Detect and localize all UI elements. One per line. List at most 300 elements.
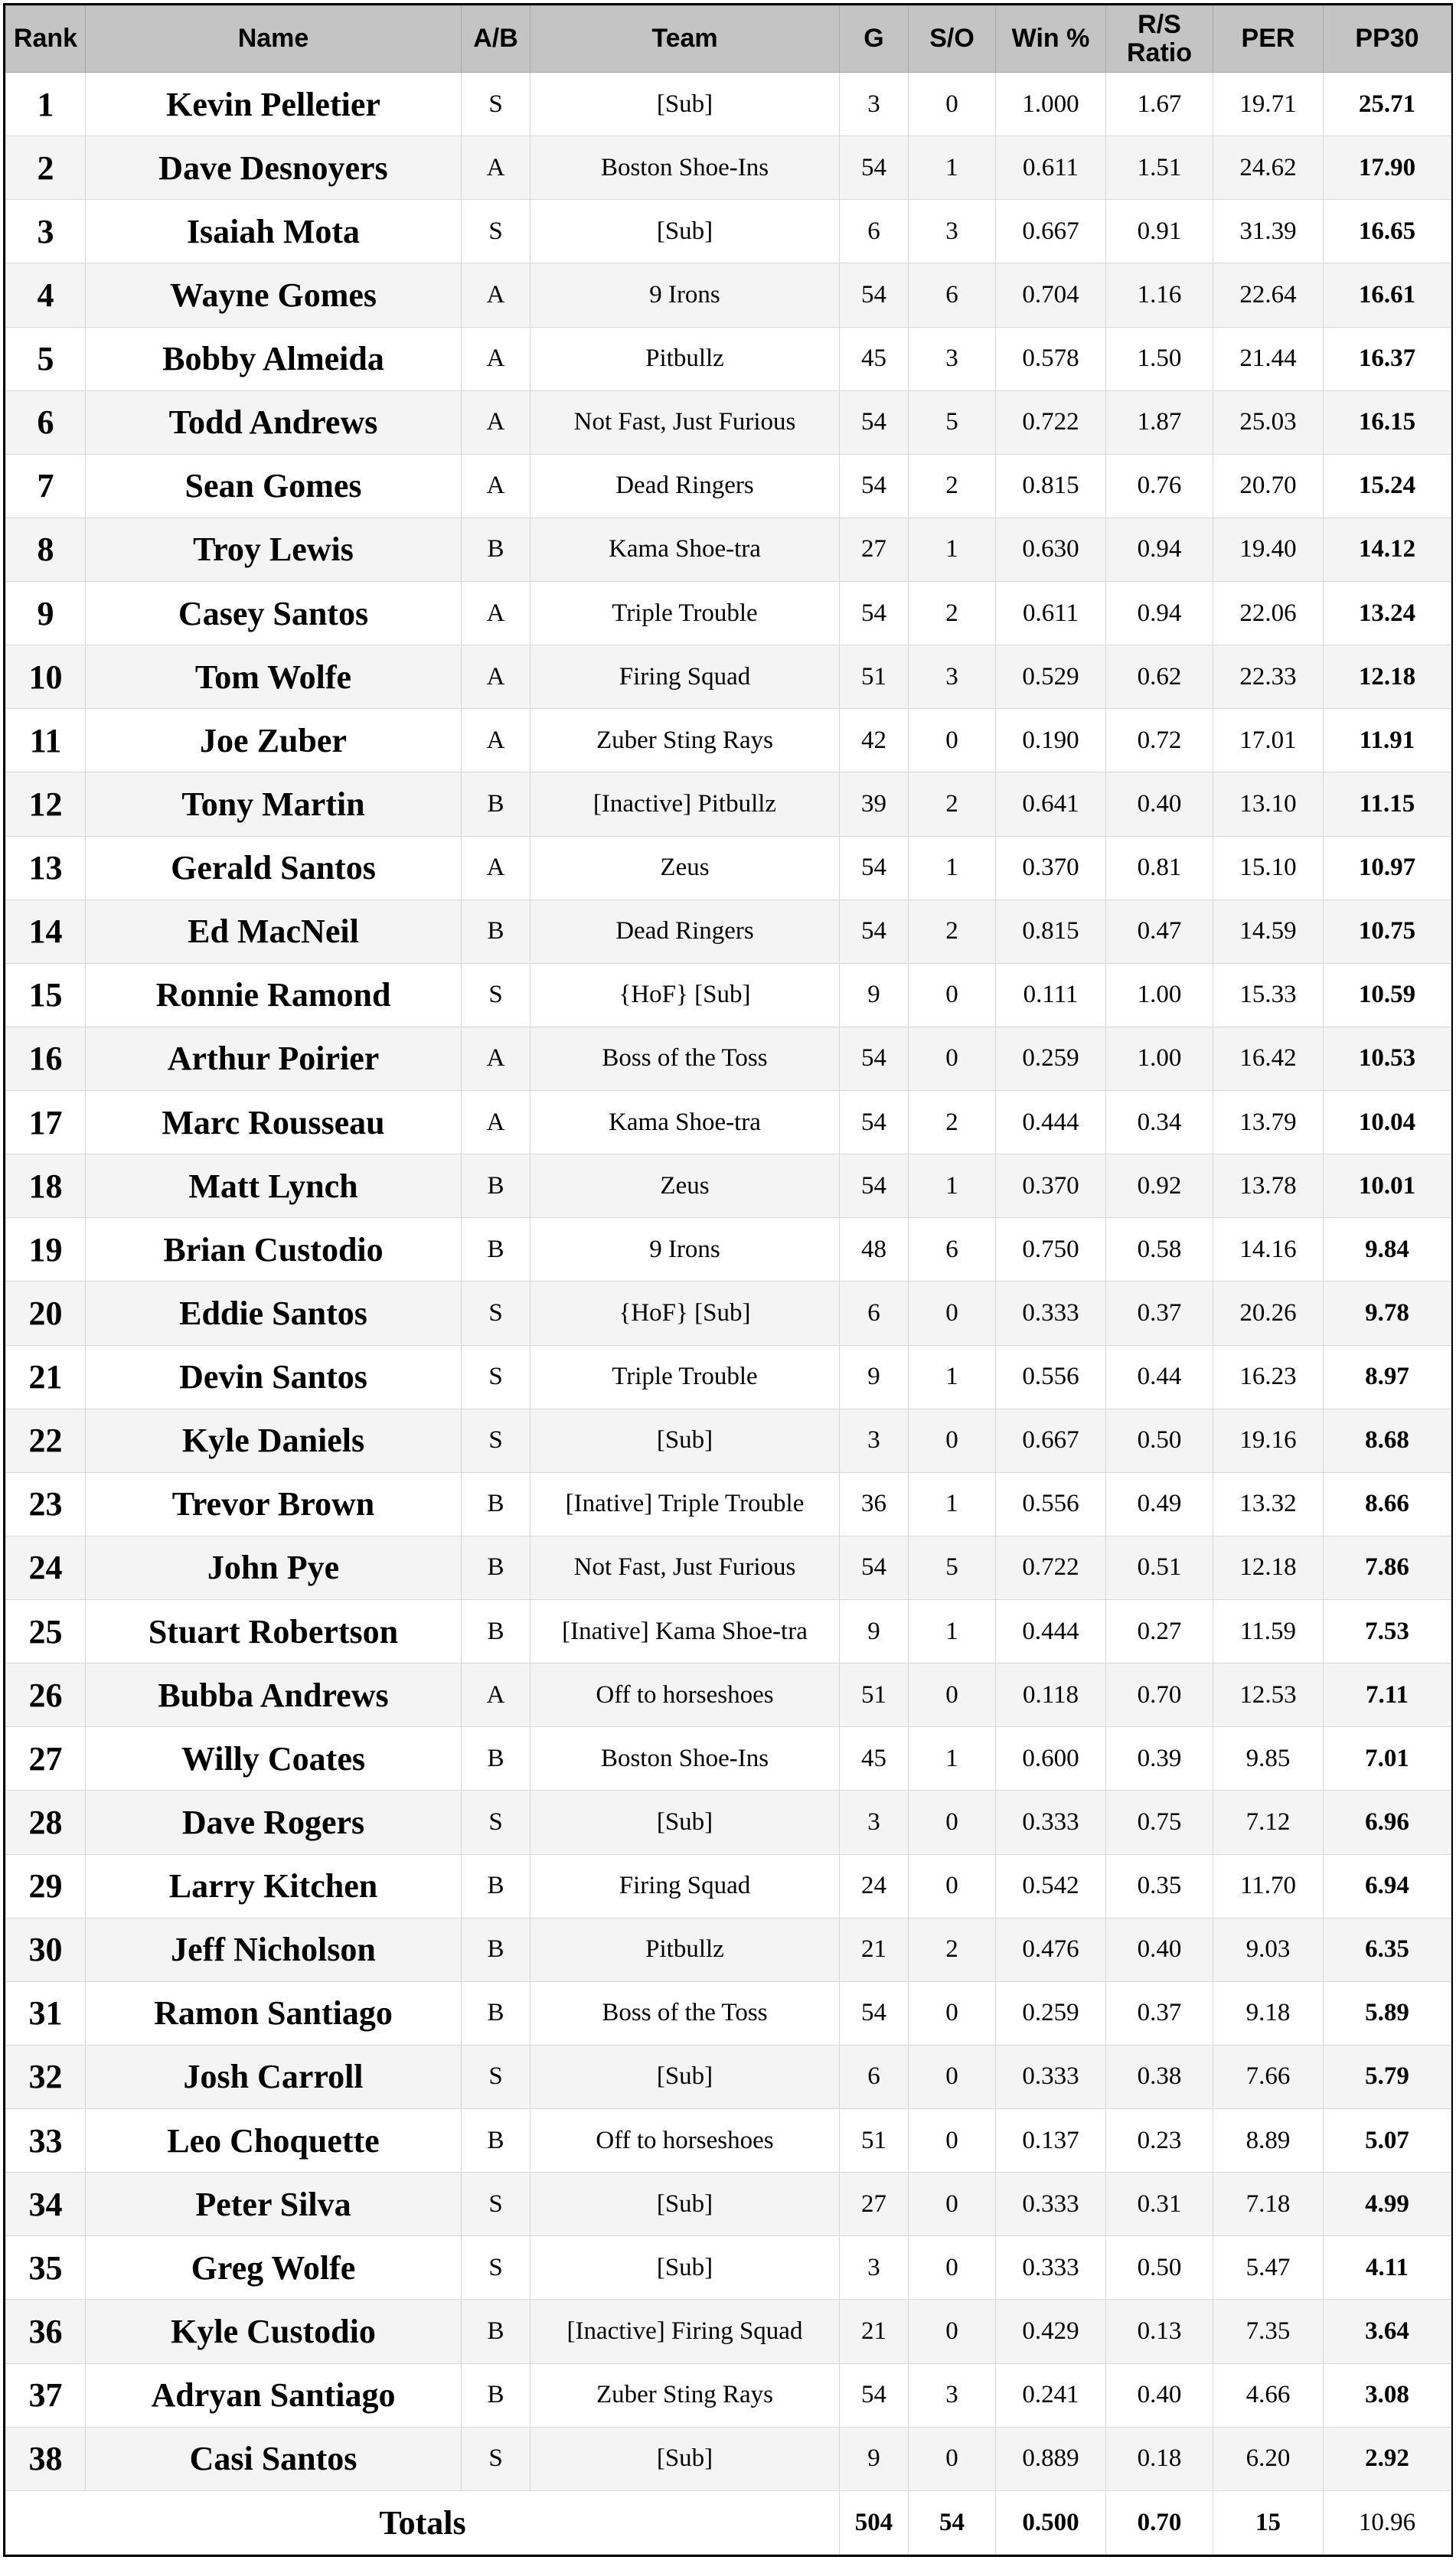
table-row[interactable]: [6, 1600, 1451, 1664]
table-row[interactable]: [6, 390, 1451, 454]
rs-ratio-cell: 0.75: [1106, 1791, 1213, 1854]
shutouts-cell: 3: [909, 645, 996, 709]
table-row[interactable]: [6, 1409, 1451, 1472]
table-row[interactable]: [6, 2427, 1451, 2490]
player-name-cell: Casey Santos: [86, 582, 462, 645]
pp30-cell: 8.68: [1324, 1409, 1451, 1472]
table-row[interactable]: [6, 582, 1451, 645]
games-cell: 54: [840, 836, 909, 900]
ab-cell: B: [462, 1854, 530, 1918]
pp30-cell: 9.78: [1324, 1282, 1451, 1345]
win-pct-cell: 0.370: [996, 1154, 1106, 1218]
per-cell: 13.32: [1213, 1472, 1324, 1536]
shutouts-cell: 0: [909, 2045, 996, 2108]
win-pct-cell: 0.259: [996, 1027, 1106, 1090]
games-cell: 54: [840, 1981, 909, 2045]
pp30-cell: 7.01: [1324, 1727, 1451, 1791]
win-pct-cell: 0.429: [996, 2300, 1106, 2363]
table-row[interactable]: [6, 2363, 1451, 2427]
rank-cell: 37: [6, 2363, 86, 2427]
rank-cell: 28: [6, 1791, 86, 1854]
ab-cell: B: [462, 1918, 530, 1981]
player-name-cell: Joe Zuber: [86, 709, 462, 772]
totals-shutouts: 54: [909, 2491, 996, 2555]
rank-cell: 12: [6, 772, 86, 836]
pp30-cell: 7.11: [1324, 1664, 1451, 1727]
ab-cell: S: [462, 2173, 530, 2236]
table-row[interactable]: [6, 2173, 1451, 2236]
rank-cell: 2: [6, 136, 86, 200]
table-row[interactable]: [6, 772, 1451, 836]
team-cell: Dead Ringers: [530, 454, 840, 518]
per-cell: 9.18: [1213, 1981, 1324, 2045]
win-pct-cell: 0.476: [996, 1918, 1106, 1981]
shutouts-cell: 0: [909, 1027, 996, 1090]
team-cell: Boss of the Toss: [530, 1027, 840, 1090]
player-name-cell: Trevor Brown: [86, 1472, 462, 1536]
pp30-cell: 6.96: [1324, 1791, 1451, 1854]
shutouts-cell: 0: [909, 1791, 996, 1854]
pp30-cell: 16.61: [1324, 263, 1451, 327]
win-pct-cell: 0.333: [996, 2045, 1106, 2108]
ab-cell: A: [462, 327, 530, 390]
per-cell: 7.18: [1213, 2173, 1324, 2236]
games-cell: 9: [840, 1600, 909, 1664]
pp30-cell: 8.97: [1324, 1345, 1451, 1409]
shutouts-cell: 2: [909, 582, 996, 645]
per-cell: 19.40: [1213, 518, 1324, 581]
per-cell: 14.16: [1213, 1218, 1324, 1282]
per-cell: 17.01: [1213, 709, 1324, 772]
games-cell: 54: [840, 136, 909, 200]
rs-ratio-cell: 0.94: [1106, 582, 1213, 645]
team-cell: [Sub]: [530, 2173, 840, 2236]
per-cell: 22.33: [1213, 645, 1324, 709]
pp30-cell: 6.94: [1324, 1854, 1451, 1918]
player-name-cell: Ronnie Ramond: [86, 963, 462, 1027]
table-row[interactable]: [6, 1918, 1451, 1981]
player-name-cell: John Pye: [86, 1536, 462, 1599]
rs-ratio-cell: 0.34: [1106, 1091, 1213, 1154]
shutouts-cell: 1: [909, 1154, 996, 1218]
games-cell: 54: [840, 1091, 909, 1154]
games-cell: 42: [840, 709, 909, 772]
header-rs-line1: R/S: [1138, 9, 1181, 39]
ab-cell: S: [462, 963, 530, 1027]
win-pct-cell: 0.815: [996, 454, 1106, 518]
team-cell: [Sub]: [530, 2045, 840, 2108]
per-cell: 20.26: [1213, 1282, 1324, 1345]
ab-cell: B: [462, 2363, 530, 2427]
team-cell: {HoF} [Sub]: [530, 1282, 840, 1345]
pp30-cell: 3.64: [1324, 2300, 1451, 2363]
per-cell: 4.66: [1213, 2363, 1324, 2427]
rs-ratio-cell: 0.18: [1106, 2427, 1213, 2490]
shutouts-cell: 0: [909, 1664, 996, 1727]
table-row[interactable]: [6, 836, 1451, 900]
player-name-cell: Gerald Santos: [86, 836, 462, 900]
player-name-cell: Kyle Custodio: [86, 2300, 462, 2363]
games-cell: 51: [840, 645, 909, 709]
shutouts-cell: 0: [909, 709, 996, 772]
games-cell: 3: [840, 1791, 909, 1854]
team-cell: Triple Trouble: [530, 582, 840, 645]
player-name-cell: Dave Desnoyers: [86, 136, 462, 200]
shutouts-cell: 0: [909, 1282, 996, 1345]
shutouts-cell: 0: [909, 1854, 996, 1918]
team-cell: Not Fast, Just Furious: [530, 390, 840, 454]
shutouts-cell: 2: [909, 900, 996, 963]
table-row[interactable]: [6, 136, 1451, 200]
player-name-cell: Tom Wolfe: [86, 645, 462, 709]
header-ab[interactable]: A/B: [462, 6, 530, 73]
team-cell: Zuber Sting Rays: [530, 709, 840, 772]
shutouts-cell: 0: [909, 1981, 996, 2045]
rs-ratio-cell: 0.39: [1106, 1727, 1213, 1791]
header-shutouts[interactable]: S/O: [909, 6, 996, 73]
table-row[interactable]: [6, 200, 1451, 263]
pp30-cell: 7.53: [1324, 1600, 1451, 1664]
ab-cell: A: [462, 582, 530, 645]
team-cell: [Sub]: [530, 1791, 840, 1854]
per-cell: 13.78: [1213, 1154, 1324, 1218]
player-name-cell: Stuart Robertson: [86, 1600, 462, 1664]
table-row[interactable]: [6, 1282, 1451, 1345]
team-cell: [Sub]: [530, 2427, 840, 2490]
team-cell: [Inactive] Pitbullz: [530, 772, 840, 836]
header-rank[interactable]: Rank: [6, 6, 86, 73]
table-row[interactable]: [6, 1854, 1451, 1918]
games-cell: 36: [840, 1472, 909, 1536]
per-cell: 7.35: [1213, 2300, 1324, 2363]
win-pct-cell: 0.333: [996, 1791, 1106, 1854]
pp30-cell: 9.84: [1324, 1218, 1451, 1282]
rank-cell: 32: [6, 2045, 86, 2108]
header-pp30[interactable]: PP30: [1324, 6, 1451, 73]
rank-cell: 27: [6, 1727, 86, 1791]
ab-cell: S: [462, 2045, 530, 2108]
rank-cell: 6: [6, 390, 86, 454]
ab-cell: S: [462, 2236, 530, 2300]
player-name-cell: Greg Wolfe: [86, 2236, 462, 2300]
rs-ratio-cell: 0.40: [1106, 1918, 1213, 1981]
totals-per: 15: [1213, 2491, 1324, 2555]
table-row[interactable]: [6, 645, 1451, 709]
ab-cell: B: [462, 518, 530, 581]
table-row[interactable]: [6, 454, 1451, 518]
shutouts-cell: 5: [909, 1536, 996, 1599]
table-row[interactable]: [6, 263, 1451, 327]
rank-cell: 26: [6, 1664, 86, 1727]
team-cell: Zeus: [530, 1154, 840, 1218]
games-cell: 54: [840, 1154, 909, 1218]
pp30-cell: 4.11: [1324, 2236, 1451, 2300]
rs-ratio-cell: 0.13: [1106, 2300, 1213, 2363]
pp30-cell: 12.18: [1324, 645, 1451, 709]
win-pct-cell: 0.611: [996, 582, 1106, 645]
per-cell: 15.33: [1213, 963, 1324, 1027]
pp30-cell: 7.86: [1324, 1536, 1451, 1599]
win-pct-cell: 0.137: [996, 2109, 1106, 2173]
table-row[interactable]: [6, 1536, 1451, 1599]
table-row[interactable]: [6, 1791, 1451, 1854]
rank-cell: 31: [6, 1981, 86, 2045]
team-cell: [Sub]: [530, 73, 840, 136]
rank-cell: 34: [6, 2173, 86, 2236]
player-name-cell: Brian Custodio: [86, 1218, 462, 1282]
player-name-cell: Ramon Santiago: [86, 1981, 462, 2045]
table-row[interactable]: [6, 2109, 1451, 2173]
shutouts-cell: 6: [909, 1218, 996, 1282]
per-cell: 6.20: [1213, 2427, 1324, 2490]
per-cell: 24.62: [1213, 136, 1324, 200]
table-row[interactable]: [6, 2236, 1451, 2300]
header-games[interactable]: G: [840, 6, 909, 73]
win-pct-cell: 0.815: [996, 900, 1106, 963]
table-row[interactable]: [6, 963, 1451, 1027]
games-cell: 39: [840, 772, 909, 836]
header-win-pct[interactable]: Win %: [996, 6, 1106, 73]
pp30-cell: 17.90: [1324, 136, 1451, 200]
ab-cell: A: [462, 1091, 530, 1154]
ab-cell: B: [462, 900, 530, 963]
per-cell: 12.18: [1213, 1536, 1324, 1599]
table-body: [6, 73, 1451, 2491]
shutouts-cell: 1: [909, 1345, 996, 1409]
rs-ratio-cell: 1.00: [1106, 963, 1213, 1027]
team-cell: Kama Shoe-tra: [530, 1091, 840, 1154]
table-row[interactable]: [6, 2045, 1451, 2108]
rs-ratio-cell: 1.87: [1106, 390, 1213, 454]
rank-cell: 38: [6, 2427, 86, 2490]
win-pct-cell: 0.370: [996, 836, 1106, 900]
team-cell: Zeus: [530, 836, 840, 900]
table-row[interactable]: [6, 1727, 1451, 1791]
rank-cell: 8: [6, 518, 86, 581]
ab-cell: S: [462, 2427, 530, 2490]
team-cell: 9 Irons: [530, 1218, 840, 1282]
table-row[interactable]: [6, 518, 1451, 581]
win-pct-cell: 0.556: [996, 1345, 1106, 1409]
games-cell: 3: [840, 2236, 909, 2300]
per-cell: 14.59: [1213, 900, 1324, 963]
totals-pp30: 10.96: [1324, 2491, 1451, 2555]
shutouts-cell: 1: [909, 1472, 996, 1536]
ab-cell: A: [462, 709, 530, 772]
pp30-cell: 15.24: [1324, 454, 1451, 518]
player-name-cell: Kyle Daniels: [86, 1409, 462, 1472]
per-cell: 7.66: [1213, 2045, 1324, 2108]
table-row[interactable]: [6, 1218, 1451, 1282]
totals-label: Totals: [6, 2491, 840, 2555]
ab-cell: A: [462, 136, 530, 200]
pp30-cell: 11.15: [1324, 772, 1451, 836]
team-cell: Not Fast, Just Furious: [530, 1536, 840, 1599]
ab-cell: B: [462, 1727, 530, 1791]
ab-cell: A: [462, 263, 530, 327]
table-row[interactable]: [6, 1154, 1451, 1218]
team-cell: Off to horseshoes: [530, 2109, 840, 2173]
team-cell: [Sub]: [530, 1409, 840, 1472]
win-pct-cell: 0.667: [996, 200, 1106, 263]
pp30-cell: 16.15: [1324, 390, 1451, 454]
games-cell: 54: [840, 263, 909, 327]
games-cell: 54: [840, 2363, 909, 2427]
per-cell: 15.10: [1213, 836, 1324, 900]
games-cell: 54: [840, 900, 909, 963]
player-name-cell: Larry Kitchen: [86, 1854, 462, 1918]
player-name-cell: Isaiah Mota: [86, 200, 462, 263]
rs-ratio-cell: 1.50: [1106, 327, 1213, 390]
ab-cell: B: [462, 2300, 530, 2363]
games-cell: 9: [840, 1345, 909, 1409]
table-row[interactable]: [6, 1027, 1451, 1090]
ab-cell: A: [462, 390, 530, 454]
team-cell: Pitbullz: [530, 1918, 840, 1981]
team-cell: Zuber Sting Rays: [530, 2363, 840, 2427]
ab-cell: A: [462, 454, 530, 518]
games-cell: 9: [840, 963, 909, 1027]
rank-cell: 24: [6, 1536, 86, 1599]
player-name-cell: Bubba Andrews: [86, 1664, 462, 1727]
rank-cell: 10: [6, 645, 86, 709]
per-cell: 9.85: [1213, 1727, 1324, 1791]
games-cell: 21: [840, 2300, 909, 2363]
rank-cell: 16: [6, 1027, 86, 1090]
player-name-cell: Kevin Pelletier: [86, 73, 462, 136]
per-cell: 9.03: [1213, 1918, 1324, 1981]
team-cell: Pitbullz: [530, 327, 840, 390]
win-pct-cell: 0.722: [996, 390, 1106, 454]
rs-ratio-cell: 0.92: [1106, 1154, 1213, 1218]
pp30-cell: 5.79: [1324, 2045, 1451, 2108]
games-cell: 27: [840, 518, 909, 581]
shutouts-cell: 0: [909, 2109, 996, 2173]
win-pct-cell: 0.333: [996, 1282, 1106, 1345]
ab-cell: A: [462, 1027, 530, 1090]
player-name-cell: Willy Coates: [86, 1727, 462, 1791]
shutouts-cell: 2: [909, 1918, 996, 1981]
shutouts-cell: 3: [909, 327, 996, 390]
team-cell: Boston Shoe-Ins: [530, 1727, 840, 1791]
win-pct-cell: 0.630: [996, 518, 1106, 581]
win-pct-cell: 0.241: [996, 2363, 1106, 2427]
rank-cell: 20: [6, 1282, 86, 1345]
ab-cell: A: [462, 1664, 530, 1727]
rank-cell: 13: [6, 836, 86, 900]
games-cell: 6: [840, 2045, 909, 2108]
rank-cell: 36: [6, 2300, 86, 2363]
rank-cell: 18: [6, 1154, 86, 1218]
per-cell: 8.89: [1213, 2109, 1324, 2173]
rank-cell: 17: [6, 1091, 86, 1154]
shutouts-cell: 0: [909, 2236, 996, 2300]
table-row[interactable]: [6, 1981, 1451, 2045]
shutouts-cell: 1: [909, 1600, 996, 1664]
table-row[interactable]: [6, 1345, 1451, 1409]
games-cell: 51: [840, 1664, 909, 1727]
table-row[interactable]: [6, 327, 1451, 390]
rank-cell: 9: [6, 582, 86, 645]
player-name-cell: Wayne Gomes: [86, 263, 462, 327]
ab-cell: B: [462, 2109, 530, 2173]
per-cell: 5.47: [1213, 2236, 1324, 2300]
shutouts-cell: 0: [909, 2173, 996, 2236]
win-pct-cell: 0.190: [996, 709, 1106, 772]
rank-cell: 30: [6, 1918, 86, 1981]
table-row[interactable]: [6, 2300, 1451, 2363]
team-cell: Triple Trouble: [530, 1345, 840, 1409]
win-pct-cell: 0.641: [996, 772, 1106, 836]
win-pct-cell: 0.722: [996, 1536, 1106, 1599]
header-row: [6, 6, 1451, 73]
per-cell: 21.44: [1213, 327, 1324, 390]
header-per[interactable]: PER: [1213, 6, 1324, 73]
shutouts-cell: 2: [909, 454, 996, 518]
games-cell: 6: [840, 1282, 909, 1345]
rs-ratio-cell: 1.51: [1106, 136, 1213, 200]
team-cell: Kama Shoe-tra: [530, 518, 840, 581]
player-name-cell: Casi Santos: [86, 2427, 462, 2490]
header-name[interactable]: Name: [86, 6, 462, 73]
rank-cell: 11: [6, 709, 86, 772]
team-cell: [Inative] Triple Trouble: [530, 1472, 840, 1536]
header-team[interactable]: Team: [530, 6, 840, 73]
ab-cell: B: [462, 1218, 530, 1282]
rank-cell: 33: [6, 2109, 86, 2173]
team-cell: Boston Shoe-Ins: [530, 136, 840, 200]
pp30-cell: 3.08: [1324, 2363, 1451, 2427]
shutouts-cell: 1: [909, 518, 996, 581]
rs-ratio-cell: 0.37: [1106, 1981, 1213, 2045]
rs-ratio-cell: 0.81: [1106, 836, 1213, 900]
shutouts-cell: 3: [909, 200, 996, 263]
win-pct-cell: 0.556: [996, 1472, 1106, 1536]
games-cell: 45: [840, 327, 909, 390]
table-row[interactable]: [6, 73, 1451, 136]
team-cell: Off to horseshoes: [530, 1664, 840, 1727]
player-name-cell: Sean Gomes: [86, 454, 462, 518]
win-pct-cell: 0.600: [996, 1727, 1106, 1791]
shutouts-cell: 0: [909, 2427, 996, 2490]
per-cell: 13.79: [1213, 1091, 1324, 1154]
shutouts-cell: 1: [909, 836, 996, 900]
standings-table-container: [3, 3, 1453, 2557]
rs-ratio-cell: 0.27: [1106, 1600, 1213, 1664]
rs-ratio-cell: 1.16: [1106, 263, 1213, 327]
ab-cell: B: [462, 1536, 530, 1599]
games-cell: 6: [840, 200, 909, 263]
header-rs-ratio[interactable]: [1106, 6, 1213, 73]
table-row[interactable]: [6, 900, 1451, 963]
table-row[interactable]: [6, 1472, 1451, 1536]
player-name-cell: Arthur Poirier: [86, 1027, 462, 1090]
table-row[interactable]: [6, 709, 1451, 772]
table-row[interactable]: [6, 1664, 1451, 1727]
totals-rs-ratio: 0.70: [1106, 2491, 1213, 2555]
rank-cell: 3: [6, 200, 86, 263]
games-cell: 3: [840, 1409, 909, 1472]
table-row[interactable]: [6, 1091, 1451, 1154]
player-name-cell: Eddie Santos: [86, 1282, 462, 1345]
ab-cell: A: [462, 645, 530, 709]
ab-cell: A: [462, 836, 530, 900]
shutouts-cell: 0: [909, 963, 996, 1027]
per-cell: 12.53: [1213, 1664, 1324, 1727]
games-cell: 21: [840, 1918, 909, 1981]
win-pct-cell: 1.000: [996, 73, 1106, 136]
games-cell: 3: [840, 73, 909, 136]
